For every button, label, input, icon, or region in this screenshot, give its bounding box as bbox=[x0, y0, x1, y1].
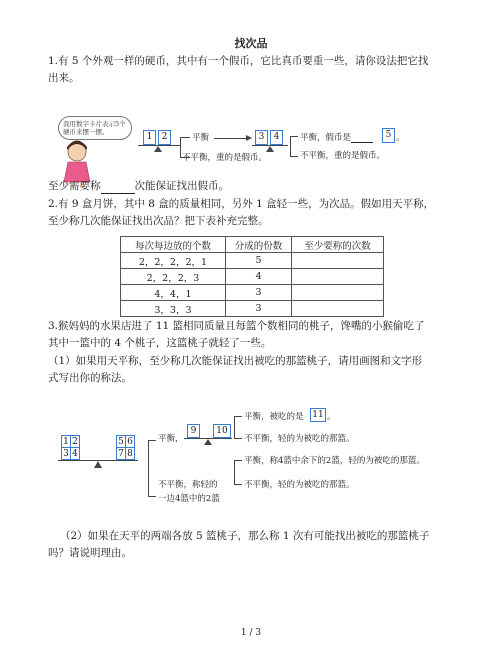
bracket-line bbox=[234, 416, 235, 438]
table-row bbox=[121, 301, 384, 317]
basket-card: 10 bbox=[213, 424, 231, 438]
q3-text-line2: 其中一篮中的 4 个桃子，这篮桃子就轻了一些。 bbox=[48, 337, 272, 349]
balance-fulcrum bbox=[266, 146, 274, 152]
table-header: 至少要称的次数 bbox=[292, 237, 384, 253]
bracket-line bbox=[290, 156, 298, 157]
bracket-line bbox=[234, 416, 242, 417]
arrow-head-icon bbox=[246, 135, 252, 141]
bracket-line bbox=[180, 137, 181, 157]
basket-card: 4 bbox=[70, 447, 80, 460]
table-row bbox=[121, 253, 384, 269]
basket-card: 9 bbox=[187, 424, 200, 438]
table-cell: 3 bbox=[225, 301, 291, 317]
eaten-suffix: 。 bbox=[327, 412, 336, 422]
coin-card: 3 bbox=[255, 130, 268, 145]
table-cell: 4，4，1 bbox=[121, 285, 226, 301]
table-cell: 2，2，2，3 bbox=[121, 269, 226, 285]
q2-text-line1: 2.有 9 盒月饼，其中 8 盒的质量相同，另外 1 盒轻一些，为次品。假如用天平称， bbox=[48, 198, 435, 210]
light-basket-text: 不平衡，轻的为被吃的那篮。 bbox=[244, 480, 355, 490]
basket-card: 7 bbox=[116, 447, 126, 460]
balance-fulcrum bbox=[154, 146, 162, 152]
unbalance-weigh-text: 一边4篮中的2篮 bbox=[158, 494, 220, 504]
table-cell: 2，2，2，2，1 bbox=[121, 253, 226, 269]
table-header: 分成的份数 bbox=[225, 237, 291, 253]
balance-fulcrum bbox=[204, 439, 212, 445]
answer-cell[interactable] bbox=[292, 253, 384, 269]
result-suffix: 。 bbox=[396, 133, 405, 143]
eaten-basket-card: 11 bbox=[310, 408, 326, 422]
table-cell: 3 bbox=[225, 285, 291, 301]
speech-bubble: 我用数字卡片表示5个硬币来摆一摆。 bbox=[58, 116, 132, 140]
bracket-line bbox=[290, 136, 291, 156]
table-cell: 3，3，3 bbox=[121, 301, 226, 317]
q3-sub1-line1: （1）如果用天平称，至少称几次能保证找出被吃的那篮桃子，请用画图和文字形 bbox=[48, 355, 423, 367]
coin-card: 4 bbox=[270, 130, 283, 145]
bracket-line bbox=[148, 440, 149, 496]
light-basket-text: 不平衡，轻的为被吃的那篮。 bbox=[244, 434, 355, 444]
coin-card: 1 bbox=[143, 130, 156, 145]
result-balance: 平衡，假币是 bbox=[300, 131, 373, 143]
fake-coin-card: 5 bbox=[382, 128, 395, 143]
table-row bbox=[121, 269, 384, 285]
answer-cell[interactable] bbox=[292, 269, 384, 285]
basket-card: 3 bbox=[61, 447, 71, 460]
page-number: 1 / 3 bbox=[240, 628, 262, 638]
basket-card: 5 bbox=[116, 435, 126, 448]
balance-label: 平衡， bbox=[158, 434, 184, 444]
arrow-line bbox=[214, 138, 248, 139]
unbalance-weigh-text: 不平衡，称轻的 bbox=[158, 480, 218, 490]
q1-text-line1: 1.有 5 个外观一样的硬币，其中有一个假币，它比真币要重一些，请你设法把它找 bbox=[48, 55, 429, 67]
basket-card: 2 bbox=[70, 435, 80, 448]
bracket-line bbox=[180, 137, 190, 138]
unbalanced-label: 不平衡，重的是假币。 bbox=[182, 153, 268, 163]
bracket-line bbox=[234, 460, 242, 461]
balance-label: 平衡 bbox=[192, 133, 210, 143]
page-title: 找次品 bbox=[234, 37, 268, 50]
bracket-line bbox=[234, 460, 235, 484]
basket-card: 8 bbox=[125, 447, 135, 460]
bracket-line bbox=[148, 440, 156, 441]
table-row bbox=[121, 285, 384, 301]
q3-sub1-line2: 式写出你的称法。 bbox=[48, 372, 132, 384]
q3-sub2-line1: （2）如果在天平的两端各放 5 篮桃子，那么称 1 次有可能找出被吃的那篮桃子 bbox=[60, 530, 430, 542]
bracket-line bbox=[234, 484, 242, 485]
q2-table bbox=[120, 236, 384, 317]
bracket-line bbox=[290, 136, 298, 137]
bracket-line bbox=[148, 496, 156, 497]
table-header: 每次每边放的个数 bbox=[121, 237, 226, 253]
table-cell: 4 bbox=[225, 269, 291, 285]
q1-text-line2: 出来。 bbox=[48, 72, 80, 84]
answer-cell[interactable] bbox=[292, 301, 384, 317]
coin-card: 2 bbox=[158, 130, 171, 145]
basket-card: 6 bbox=[125, 435, 135, 448]
q1-answer: 至少需要称 次能保证找出假币。 bbox=[48, 180, 229, 192]
basket-card: 1 bbox=[61, 435, 71, 448]
table-header-row bbox=[121, 237, 384, 253]
q2-text-line2: 至少称几次能保证找出次品？把下表补充完整。 bbox=[48, 215, 269, 227]
result-unbalanced: 不平衡，重的是假币。 bbox=[300, 151, 386, 161]
branch-balance-text: 平衡，称4篮中余下的2篮，轻的为被吃的那篮。 bbox=[244, 456, 425, 466]
table-cell: 5 bbox=[225, 253, 291, 269]
q3-text-line1: 3.猴妈妈的水果店进了 11 篮相同质量且每篮个数相同的桃子，馋嘴的小猴偷吃了 bbox=[48, 320, 425, 332]
answer-cell[interactable] bbox=[292, 285, 384, 301]
eaten-prefix: 平衡，被吃的是 bbox=[244, 412, 304, 422]
balance-fulcrum bbox=[94, 461, 102, 468]
bracket-line bbox=[234, 438, 242, 439]
q3-sub2-line2: 吗？请说明理由。 bbox=[48, 547, 132, 559]
